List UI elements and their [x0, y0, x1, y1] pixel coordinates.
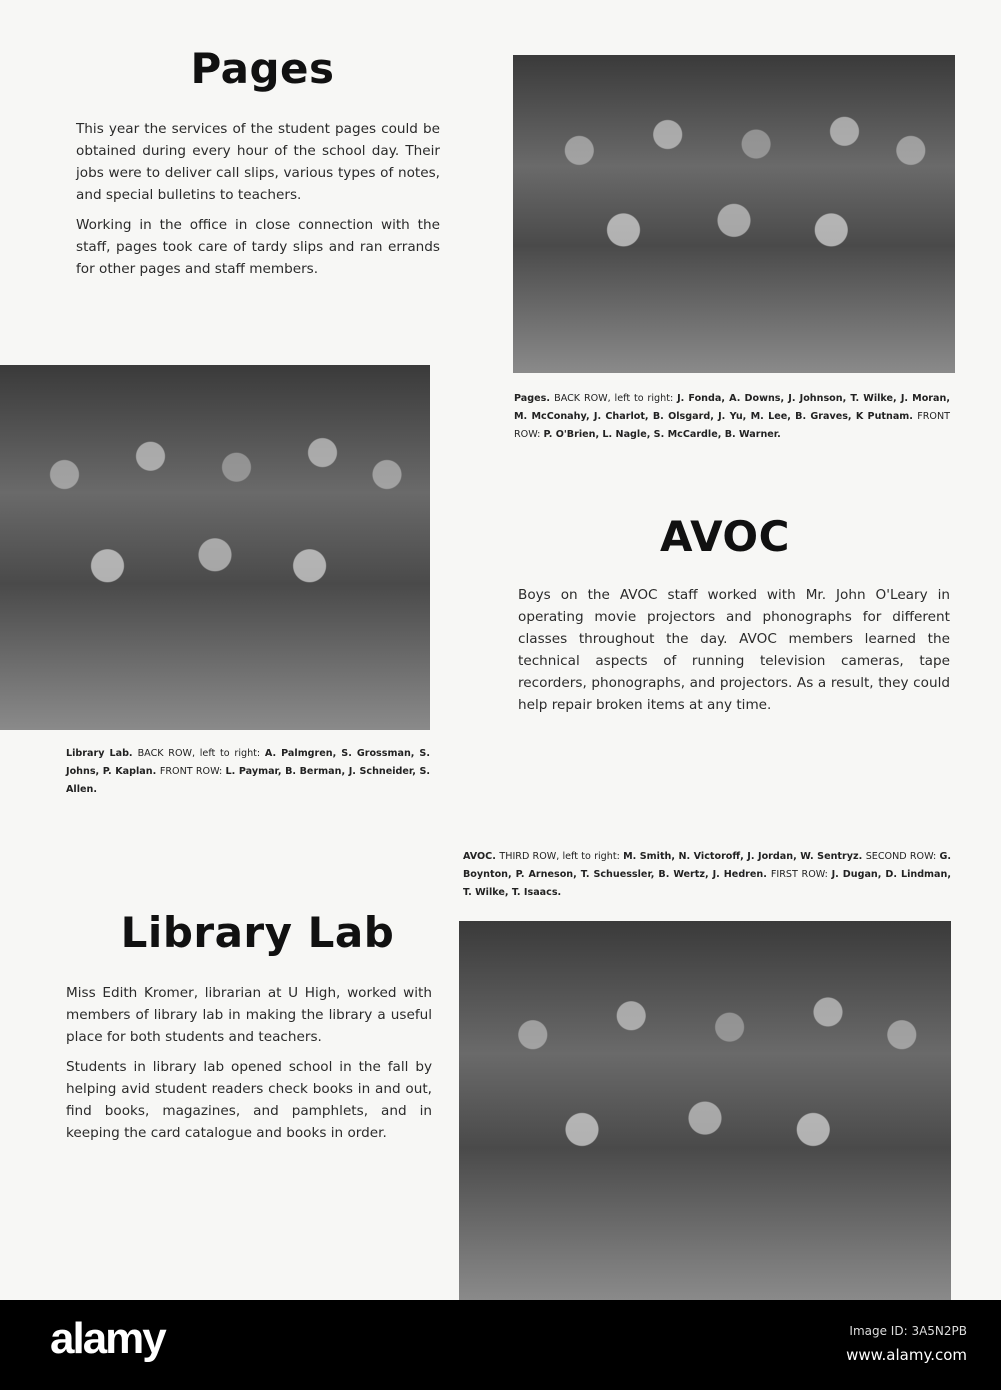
caption-label: FIRST ROW:	[770, 869, 832, 880]
image-id: Image ID: 3A5N2PB	[849, 1324, 967, 1338]
pages-title: Pages	[190, 44, 335, 93]
caption-names: P. O'Brien, L. Nagle, S. McCardle, B. Warner.	[543, 429, 781, 440]
avoc-title: AVOC	[660, 512, 790, 561]
avoc-paragraph: Boys on the AVOC staff worked with Mr. John O'Leary in operating movie projectors and phonographs for different classes throughout the day. AVOC members learned the technical aspects of running television cameras, tape recorders, phonographs, and projectors. As a result, they could help repair broken items at any time.	[518, 587, 950, 713]
caption-names: G. Boynton, P. Arneson, T. Schuessler, B. Wertz, J. Hedren.	[463, 851, 951, 880]
avoc-text	[518, 584, 950, 724]
caption-names: AVOC.	[463, 851, 500, 862]
caption-label: THIRD ROW, left to right:	[499, 851, 624, 862]
pages-group-photo	[513, 55, 955, 373]
pages-paragraph: This year the services of the student pages could be obtained during every hour of the school day. Their jobs were to deliver call slips, various types of notes, and special bulletins to teachers.	[76, 121, 440, 203]
caption-label: FRONT ROW:	[159, 766, 226, 777]
caption-names: J. Fonda, A. Downs, J. Johnson, T. Wilke, J. Moran, M. McConahy, J. Charlot, B. Olsgard, J. Yu, M. Lee, B. Graves, K Putnam.	[514, 393, 950, 422]
library-lab-caption	[66, 745, 430, 799]
library-lab-text	[66, 982, 432, 1152]
caption-label: BACK ROW, left to right:	[554, 393, 678, 404]
caption-names: Library Lab.	[66, 748, 138, 759]
pages-caption	[514, 390, 950, 444]
avoc-caption	[463, 848, 951, 902]
caption-label: BACK ROW, left to right:	[137, 748, 265, 759]
caption-names: Pages.	[514, 393, 555, 404]
caption-names: M. Smith, N. Victoroff, J. Jordan, W. Sentryz.	[623, 851, 866, 862]
pages-text	[76, 118, 440, 288]
library-lab-paragraph: Miss Edith Kromer, librarian at U High, worked with members of library lab in making the library a useful place for both students and teachers.	[66, 985, 432, 1045]
caption-label: FRONT ROW:	[514, 411, 950, 440]
caption-names: J. Dugan, D. Lindman, T. Wilke, T. Isaacs.	[463, 869, 952, 898]
caption-names: L. Paymar, B. Berman, J. Schneider, S. Allen.	[66, 766, 430, 795]
avoc-group-photo	[459, 921, 951, 1300]
pages-paragraph: Working in the office in close connection with the staff, pages took care of tardy slips and ran errands for other pages and staff members.	[76, 217, 440, 277]
library-lab-title: Library Lab	[120, 908, 395, 957]
caption-label: SECOND ROW:	[865, 851, 940, 862]
alamy-logo: alamy	[50, 1314, 165, 1363]
alamy-url[interactable]: www.alamy.com	[846, 1346, 967, 1364]
watermark-footer	[0, 1300, 1001, 1390]
caption-names: A. Palmgren, S. Grossman, S. Johns, P. Kaplan.	[66, 748, 430, 777]
library-lab-paragraph: Students in library lab opened school in the fall by helping avid student readers check books in and out, find books, magazines, and pamphlets, and in keeping the card catalogue and books in order.	[66, 1059, 432, 1141]
library-lab-group-photo	[0, 365, 430, 730]
